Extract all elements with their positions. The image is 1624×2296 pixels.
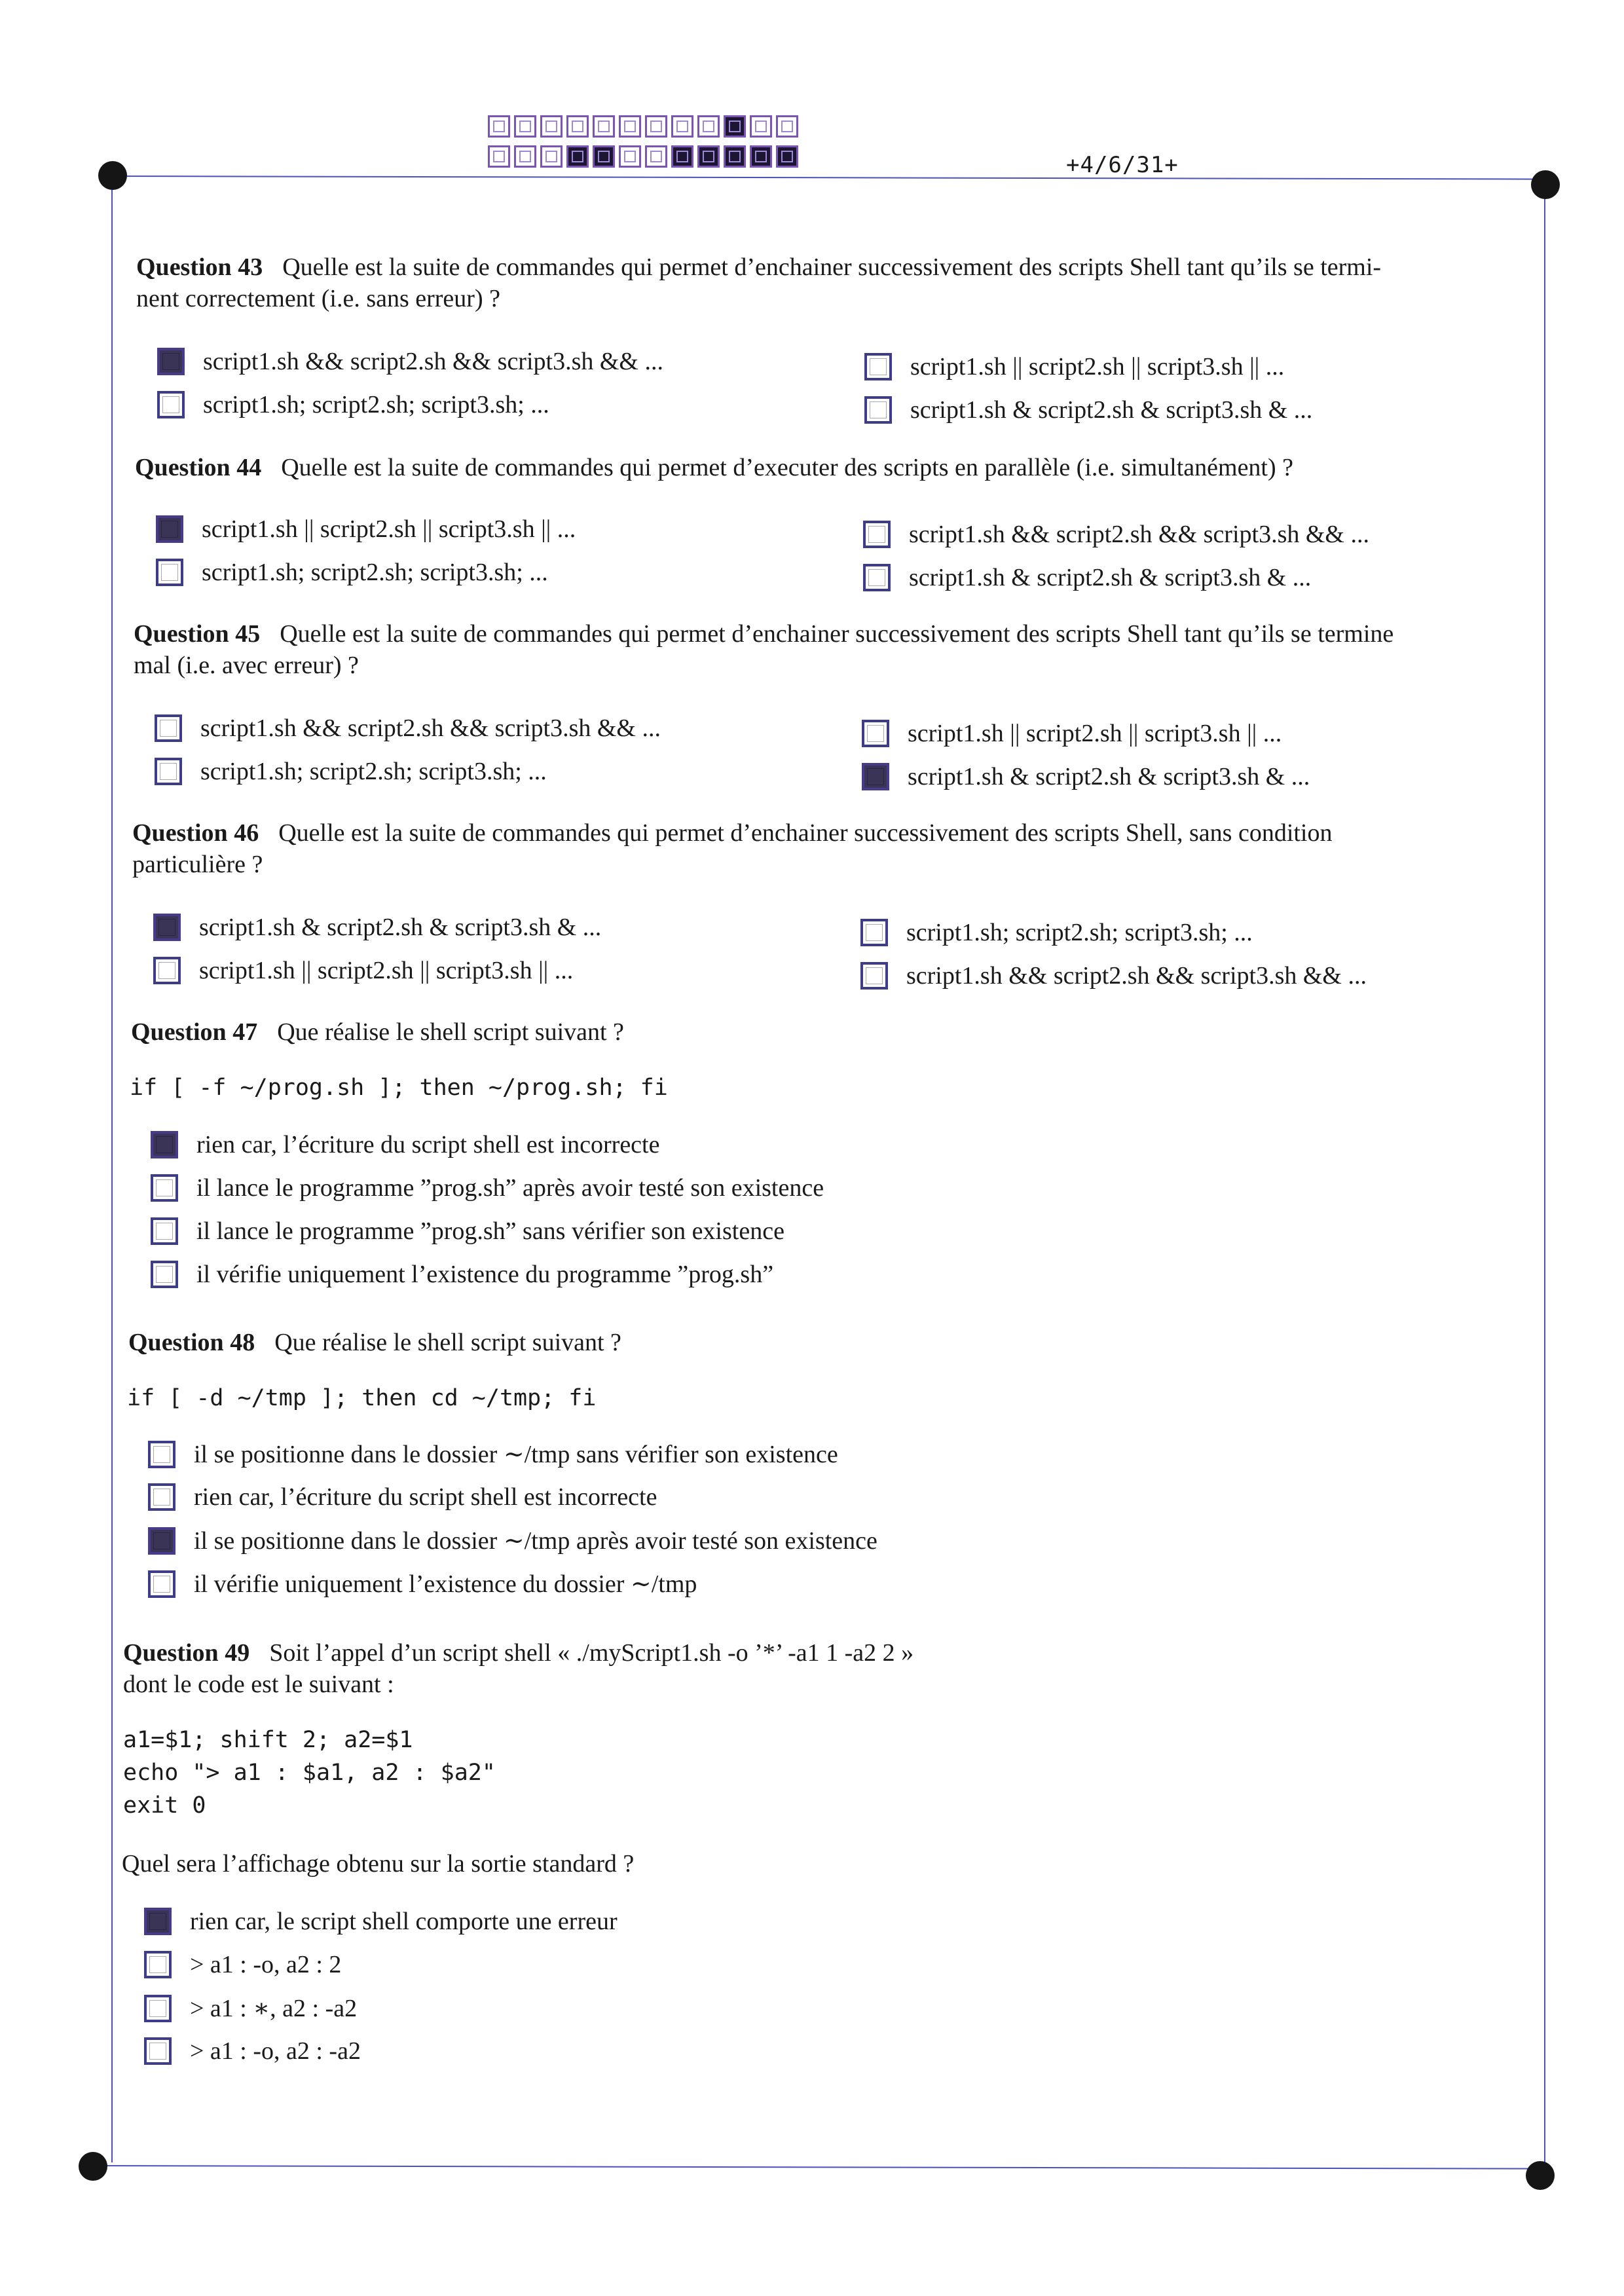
question-text: Quelle est la suite de commandes qui permet d’executer des scripts en parallèle (i.e. simultanément) ? <box>281 454 1294 481</box>
code-snippet: a1=$1; shift 2; a2=$1 echo "> a1 : $a1, a2 : $a2" exit 0 <box>123 1727 496 1819</box>
answer-checkbox[interactable] <box>151 1131 178 1158</box>
answer-checkbox[interactable] <box>860 919 888 946</box>
answer-option[interactable] <box>148 1569 697 1599</box>
id-grid-cell <box>593 145 615 168</box>
answer-checkbox[interactable] <box>144 1908 172 1935</box>
question-46 <box>132 817 1531 880</box>
answer-option[interactable] <box>148 1439 838 1469</box>
answer-checkbox[interactable] <box>156 559 183 586</box>
answer-text: script1.sh || script2.sh || script3.sh || ... <box>908 720 1282 747</box>
answer-option[interactable] <box>862 762 1310 791</box>
id-grid-cell <box>671 145 693 168</box>
answer-text: > a1 : -o, a2 : -a2 <box>190 2037 361 2065</box>
id-grid-cell <box>514 115 536 138</box>
id-grid-cell <box>671 115 693 138</box>
answer-text: script1.sh & script2.sh & script3.sh & ... <box>909 564 1312 591</box>
answer-option[interactable] <box>862 719 1282 748</box>
id-grid-cell <box>619 115 641 138</box>
answer-checkbox[interactable] <box>144 2037 172 2065</box>
answer-option[interactable] <box>157 390 549 419</box>
answer-text: rien car, l’écriture du script shell est incorrecte <box>194 1483 657 1511</box>
answer-checkbox[interactable] <box>153 914 181 941</box>
answer-text: script1.sh || script2.sh || script3.sh || ... <box>199 957 574 984</box>
question-text: Quelle est la suite de commandes qui permet d’enchainer successivement des scripts Shell, sans condition <box>278 819 1333 847</box>
answer-checkbox[interactable] <box>157 348 185 375</box>
answer-text: il se positionne dans le dossier ∼/tmp sans vérifier son existence <box>194 1441 838 1468</box>
question-text-continued: mal (i.e. avec erreur) ? <box>134 652 359 679</box>
answer-text: script1.sh || script2.sh || script3.sh || ... <box>202 515 576 543</box>
id-grid-cell <box>540 115 563 138</box>
id-grid-cell <box>488 145 510 168</box>
id-grid-cell <box>619 145 641 168</box>
question-label: Question 48 <box>128 1329 255 1356</box>
answer-checkbox[interactable] <box>862 763 889 790</box>
code-snippet: if [ -f ~/prog.sh ]; then ~/prog.sh; fi <box>130 1075 668 1101</box>
id-grid-cell <box>724 115 746 138</box>
answer-option[interactable] <box>864 352 1284 381</box>
question-label: Question 49 <box>123 1639 250 1667</box>
answer-text: > a1 : ∗, a2 : -a2 <box>190 1995 358 2022</box>
id-grid-cell <box>776 115 798 138</box>
answer-checkbox[interactable] <box>862 720 889 747</box>
corner-marker-top-left <box>98 161 127 190</box>
answer-checkbox[interactable] <box>148 1527 175 1555</box>
answer-text: script1.sh & script2.sh & script3.sh & ... <box>908 763 1310 790</box>
question-label: Question 43 <box>136 253 263 281</box>
answer-checkbox[interactable] <box>157 391 185 418</box>
corner-marker-bottom-left <box>79 2152 107 2181</box>
answer-option[interactable] <box>144 1907 618 1936</box>
question-text: Quelle est la suite de commandes qui permet d’enchainer successivement des scripts Shell tant qu’ils se termine <box>280 620 1394 648</box>
answer-option[interactable] <box>155 714 661 743</box>
id-grid-cell <box>697 145 720 168</box>
frame-right-line <box>1544 185 1545 2172</box>
code-snippet: if [ -d ~/tmp ]; then cd ~/tmp; fi <box>127 1385 597 1411</box>
answer-text: script1.sh && script2.sh && script3.sh && ... <box>909 521 1369 548</box>
id-grid-cell <box>566 145 589 168</box>
answer-text: il lance le programme ”prog.sh” après avoir testé son existence <box>196 1174 824 1202</box>
answer-option[interactable] <box>144 2037 361 2065</box>
answer-text: il vérifie uniquement l’existence du dossier ∼/tmp <box>194 1570 697 1598</box>
id-grid-cell <box>750 115 772 138</box>
id-grid-cell <box>514 145 536 168</box>
id-grid-cell <box>724 145 746 168</box>
answer-option[interactable] <box>156 515 576 544</box>
frame-left-line <box>111 176 113 2162</box>
id-grid-row-1 <box>488 115 802 138</box>
frame-bottom-line <box>92 2165 1547 2170</box>
id-grid-cell <box>566 115 589 138</box>
answer-text: rien car, l’écriture du script shell est incorrecte <box>196 1131 660 1158</box>
answer-option[interactable] <box>860 918 1253 947</box>
answer-option[interactable] <box>148 1483 657 1511</box>
answer-option[interactable] <box>144 1993 357 2023</box>
question-48 <box>128 1327 1530 1358</box>
question-text-continued: dont le code est le suivant : <box>123 1671 394 1698</box>
question-text: Quelle est la suite de commandes qui permet d’enchainer successivement des scripts Shell tant qu’ils se termi- <box>282 253 1382 281</box>
answer-text: script1.sh & script2.sh & script3.sh & ... <box>199 914 602 941</box>
answer-checkbox[interactable] <box>155 758 182 785</box>
answer-text: script1.sh && script2.sh && script3.sh && ... <box>203 348 663 375</box>
answer-checkbox[interactable] <box>144 1995 172 2022</box>
answer-text: il lance le programme ”prog.sh” sans vérifier son existence <box>196 1217 784 1245</box>
answer-checkbox[interactable] <box>860 962 888 990</box>
question-label: Question 47 <box>131 1018 258 1046</box>
id-grid-cell <box>488 115 510 138</box>
id-grid-row-2 <box>488 145 802 168</box>
answer-text: > a1 : -o, a2 : 2 <box>190 1951 342 1978</box>
question-44 <box>135 452 1530 483</box>
question-45 <box>134 618 1531 681</box>
answer-option[interactable] <box>151 1217 784 1246</box>
answer-option[interactable] <box>157 347 663 376</box>
question-label: Question 45 <box>134 620 261 648</box>
answer-checkbox[interactable] <box>144 1951 172 1978</box>
question-label: Question 44 <box>135 454 262 481</box>
id-grid-cell <box>540 145 563 168</box>
question-text: Que réalise le shell script suivant ? <box>274 1329 621 1356</box>
answer-option[interactable] <box>156 558 548 587</box>
answer-text: script1.sh; script2.sh; script3.sh; ... <box>906 919 1253 946</box>
answer-text: script1.sh; script2.sh; script3.sh; ... <box>200 758 547 785</box>
answer-option[interactable] <box>153 956 573 985</box>
answer-text: il vérifie uniquement l’existence du programme ”prog.sh” <box>196 1261 774 1288</box>
id-grid-cell <box>750 145 772 168</box>
question-43 <box>136 251 1531 314</box>
answer-option[interactable] <box>151 1260 773 1289</box>
question-text: Soit l’appel d’un script shell « ./myScript1.sh -o ’*’ -a1 1 -a2 2 » <box>269 1639 914 1667</box>
answer-option[interactable] <box>864 396 1312 424</box>
answer-checkbox[interactable] <box>148 1441 175 1468</box>
id-grid-cell <box>593 115 615 138</box>
answer-text: script1.sh; script2.sh; script3.sh; ... <box>202 559 548 586</box>
answer-checkbox[interactable] <box>148 1483 175 1511</box>
frame-top-line <box>111 176 1545 180</box>
answer-option[interactable] <box>144 1950 341 1979</box>
corner-marker-bottom-right <box>1526 2161 1555 2190</box>
answer-checkbox[interactable] <box>863 564 891 591</box>
answer-option[interactable] <box>151 1130 659 1159</box>
question-prompt: Quel sera l’affichage obtenu sur la sortie standard ? <box>122 1850 635 1878</box>
question-49 <box>123 1637 1530 1700</box>
question-label: Question 46 <box>132 819 259 847</box>
answer-checkbox[interactable] <box>155 714 182 742</box>
answer-option[interactable] <box>155 757 547 786</box>
answer-text: script1.sh && script2.sh && script3.sh && ... <box>200 714 661 742</box>
answer-option[interactable] <box>151 1174 824 1202</box>
id-grid-cell <box>645 115 667 138</box>
answer-text: il se positionne dans le dossier ∼/tmp après avoir testé son existence <box>194 1527 877 1555</box>
answer-text: script1.sh; script2.sh; script3.sh; ... <box>203 391 549 418</box>
answer-option[interactable] <box>148 1526 877 1555</box>
answer-checkbox[interactable] <box>156 515 183 543</box>
answer-checkbox[interactable] <box>148 1570 175 1598</box>
answer-checkbox[interactable] <box>864 353 892 380</box>
answer-option[interactable] <box>863 520 1369 549</box>
id-grid-cell <box>697 115 720 138</box>
answer-checkbox[interactable] <box>153 957 181 984</box>
answer-checkbox[interactable] <box>151 1261 178 1288</box>
answer-text: script1.sh || script2.sh || script3.sh || ... <box>910 353 1285 380</box>
id-grid-cell <box>645 145 667 168</box>
page-number: +4/6/31+ <box>1066 152 1179 178</box>
corner-marker-top-right <box>1531 170 1560 199</box>
question-text-continued: nent correctement (i.e. sans erreur) ? <box>136 285 500 312</box>
question-text: Que réalise le shell script suivant ? <box>277 1018 624 1046</box>
question-text-continued: particulière ? <box>132 851 263 878</box>
question-47 <box>131 1016 1530 1048</box>
answer-option[interactable] <box>860 961 1367 990</box>
answer-checkbox[interactable] <box>151 1217 178 1245</box>
answer-checkbox[interactable] <box>151 1174 178 1202</box>
answer-option[interactable] <box>153 913 601 942</box>
answer-text: rien car, le script shell comporte une erreur <box>190 1908 618 1935</box>
answer-checkbox[interactable] <box>863 521 891 548</box>
answer-text: script1.sh && script2.sh && script3.sh && ... <box>906 962 1367 990</box>
answer-checkbox[interactable] <box>864 396 892 424</box>
answer-option[interactable] <box>863 563 1311 592</box>
id-grid-cell <box>776 145 798 168</box>
answer-text: script1.sh & script2.sh & script3.sh & ... <box>910 396 1313 424</box>
